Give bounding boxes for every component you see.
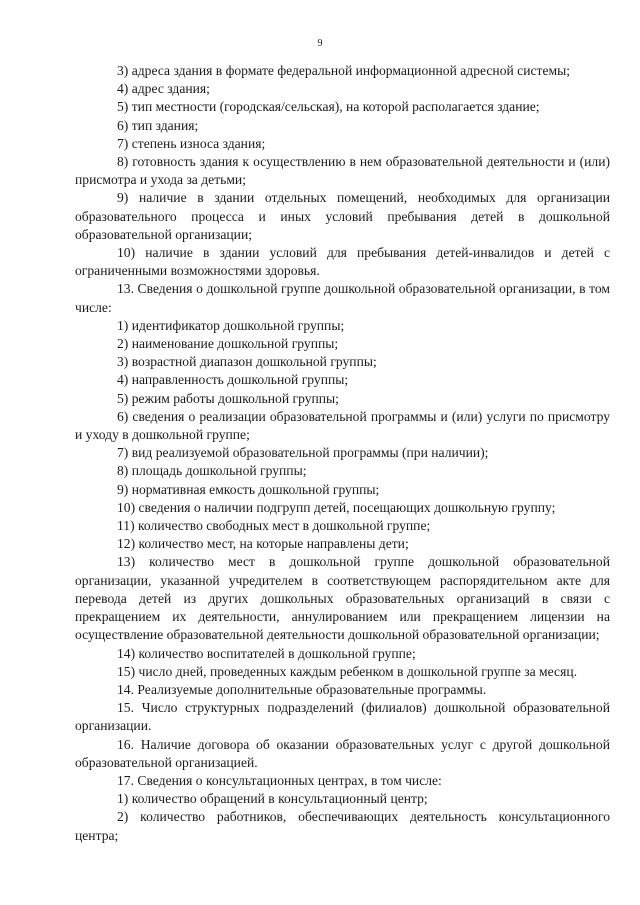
section-heading: 17. Сведения о консультационных центрах, в том числе:: [117, 772, 442, 788]
list-item: 5) режим работы дошкольной группы;: [117, 390, 339, 406]
list-item: 4) направленность дошкольной группы;: [117, 372, 349, 388]
list-item: 6) сведения о реализации образовательной программы и (или) услуги по присмотру и уходу в дошкольной группе;: [75, 408, 610, 443]
list-item: 7) степень износа здания;: [117, 135, 266, 151]
list-item: 5) тип местности (городская/сельская), на которой располагается здание;: [117, 99, 540, 115]
list-item: 14) количество воспитателей в дошкольной группе;: [117, 645, 416, 661]
list-item: 12) количество мест, на которые направлены дети;: [117, 536, 409, 552]
list-item: 10) сведения о наличии подгрупп детей, посещающих дошкольную группу;: [117, 499, 556, 515]
list-item: 9) наличие в здании отдельных помещений, необходимых для организации образовательного процесса и иных условий пребывания детей в дошкольной образовательной организации;: [75, 190, 610, 242]
list-item: 8) площадь дошкольной группы;: [117, 463, 307, 479]
section-heading: 15. Число структурных подразделений (филиалов) дошкольной образовательной организации.: [75, 700, 610, 734]
section-heading: 16. Наличие договора об оказании образовательных услуг с другой дошкольной образовательной организацией.: [75, 736, 610, 770]
list-item: 7) вид реализуемой образовательной программы (при наличии);: [117, 445, 489, 461]
list-item: 1) количество обращений в консультационный центр;: [117, 791, 428, 807]
list-item: 2) наименование дошкольной группы;: [117, 336, 339, 352]
list-item: 15) число дней, проведенных каждым ребенком в дошкольной группе за месяц.: [117, 663, 577, 679]
list-item: 13) количество мест в дошкольной группе дошкольной образовательной организации, указанной учредителем в соответствующем распорядительном акте для перевода детей из других дошкольных образовательных организаций в связи с прекращением их деятельности, аннулированием или прекращением лицензии на осуществление образовательной деятельности дошкольной образовательной организации;: [75, 554, 610, 643]
section-heading: 14. Реализуемые дополнительные образовательные программы.: [117, 681, 487, 697]
list-item: 4) адрес здания;: [117, 81, 210, 97]
list-item: 9) нормативная емкость дошкольной группы;: [117, 481, 380, 497]
list-item: 3) адреса здания в формате федеральной информационной адресной системы;: [117, 63, 570, 78]
list-item: 11) количество свободных мест в дошкольной группе;: [117, 518, 431, 534]
section-heading: 13. Сведения о дошкольной группе дошкольной образовательной организации, в том числе:: [75, 281, 610, 315]
list-item: 6) тип здания;: [117, 117, 199, 133]
list-item: 2) количество работников, обеспечивающих деятельность консультационного центра;: [75, 809, 610, 843]
document-body: [75, 62, 610, 845]
list-item: 10) наличие в здании условий для пребывания детей-инвалидов и детей с ограниченными возможностями здоровья.: [75, 245, 610, 279]
page-number: 9: [317, 38, 323, 49]
list-item: 8) готовность здания к осуществлению в нем образовательной деятельности и (или) присмотра и ухода за детьми;: [75, 154, 610, 188]
list-item: 1) идентификатор дошкольной группы;: [117, 317, 345, 333]
list-item: 3) возрастной диапазон дошкольной группы;: [117, 354, 377, 370]
